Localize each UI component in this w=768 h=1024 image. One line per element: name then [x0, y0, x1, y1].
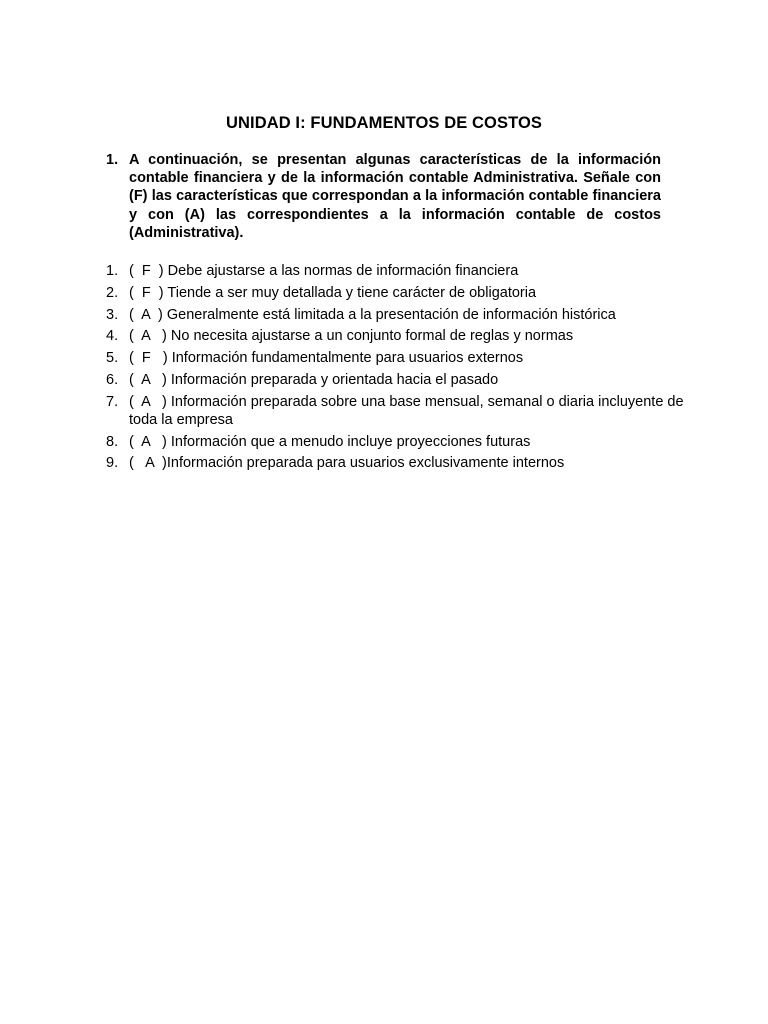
item-text: Tiende a ser muy detallada y tiene carácter de obligatoria — [163, 284, 537, 301]
item-number: 6. — [106, 371, 119, 388]
item-answer: ( A ) — [129, 393, 167, 410]
item-answer: ( A ) — [129, 306, 163, 323]
answer-list — [106, 262, 712, 476]
item-number: 8. — [106, 433, 119, 450]
item-answer: ( A ) — [129, 455, 167, 472]
list-item — [106, 262, 712, 280]
item-text: Información preparada sobre una base mensual, semanal o diaria incluyente de toda la empresa — [129, 393, 684, 428]
question-1 — [106, 151, 661, 242]
item-number: 2. — [106, 284, 119, 301]
item-number: 3. — [106, 306, 119, 323]
list-item — [106, 306, 712, 324]
item-text: Información fundamentalmente para usuarios externos — [167, 350, 524, 367]
item-text: No necesita ajustarse a un conjunto formal de reglas y normas — [166, 328, 574, 345]
item-number: 5. — [106, 350, 119, 367]
list-item — [106, 433, 712, 451]
item-number: 7. — [106, 393, 119, 410]
list-item — [106, 454, 712, 472]
item-text: Información preparada y orientada hacia el pasado — [166, 371, 499, 388]
question-number: 1. — [106, 152, 119, 168]
list-item — [106, 327, 712, 345]
list-item — [106, 349, 712, 367]
item-text: Debe ajustarse a las normas de información financiera — [163, 263, 519, 279]
list-item — [106, 371, 712, 389]
list-item — [106, 393, 712, 429]
item-answer: ( A ) — [129, 433, 167, 450]
item-answer: ( A ) — [129, 371, 167, 388]
item-answer: ( F ) — [129, 350, 168, 367]
item-text: Información que a menudo incluye proyecciones futuras — [166, 433, 531, 450]
item-text: Información preparada para usuarios exclusivamente internos — [166, 455, 565, 472]
page-title: UNIDAD I: FUNDAMENTOS DE COSTOS — [225, 114, 542, 132]
item-text: Generalmente está limitada a la presentación de información histórica — [162, 306, 616, 323]
item-number: 9. — [106, 455, 119, 472]
item-answer: ( F ) — [129, 263, 164, 279]
item-answer: ( A ) — [129, 328, 167, 345]
question-text: A continuación, se presentan algunas características de la información contable financiera y de la información contable Administrativa. Señale con (F) las características que correspondan a la información contable financiera y con (A) las correspondientes a la información contable de costos (Administrativa). — [129, 152, 661, 241]
list-item — [106, 284, 712, 302]
item-number: 4. — [106, 328, 119, 345]
item-number: 1. — [106, 263, 119, 279]
item-answer: ( F ) — [129, 284, 164, 301]
